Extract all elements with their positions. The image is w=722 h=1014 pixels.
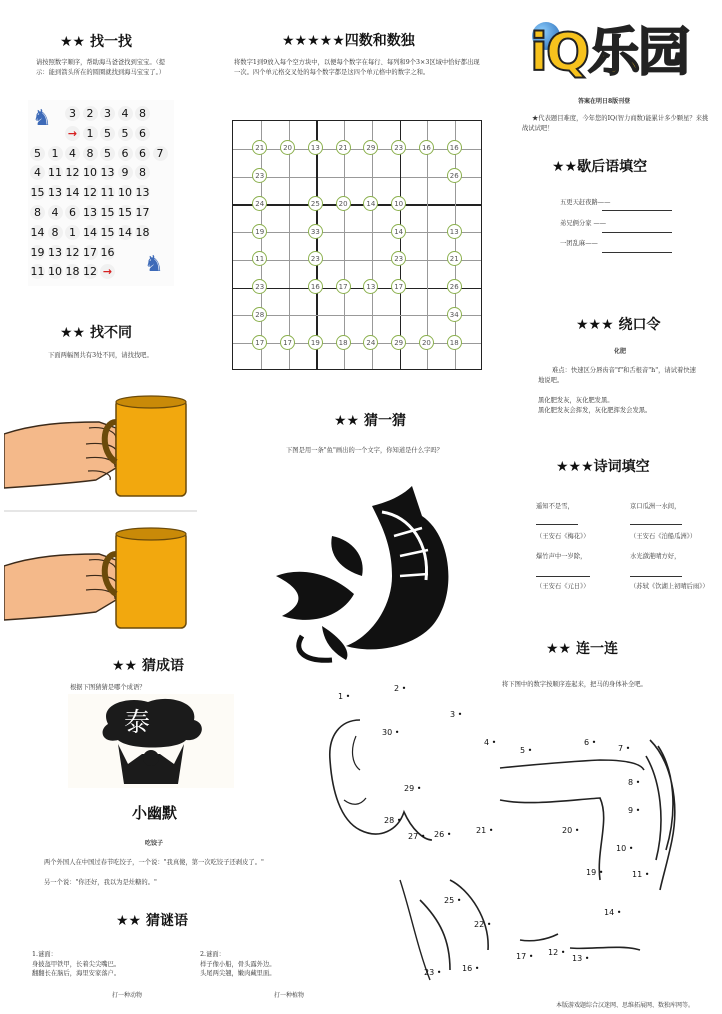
sum-clue: 26 (447, 279, 462, 294)
grid-line (372, 121, 373, 369)
sudoku-title: ★★★★★四数和数独 (282, 33, 415, 49)
poem-1-line: 遥知不是雪， (536, 503, 574, 510)
sum-clue: 17 (252, 335, 267, 350)
poem-4-line: 水光潋滟晴方好， (630, 553, 681, 560)
footer-credit: 本版游戏题综合汉迷网、思维拓展网、数独库网等。 (556, 1002, 695, 1009)
connect-dot[interactable]: 11 • (632, 870, 650, 879)
xiehouyu-1 (560, 198, 610, 208)
connect-dot[interactable]: 3 • (450, 710, 463, 719)
riddle-1 (32, 950, 120, 979)
guess-desc: 下图是用一条"鱼"画出的一个文字，你知道是什么字吗？ (286, 447, 443, 454)
sum-clue: 20 (336, 196, 351, 211)
maze-cell[interactable]: 10 (48, 265, 62, 279)
picture-bottom (4, 514, 197, 640)
sum-clue: 17 (280, 335, 295, 350)
poem-3-source: （王安石《泊船瓜洲》） (630, 533, 697, 540)
sum-clue: 16 (308, 279, 323, 294)
horse-outline[interactable] (300, 680, 710, 990)
poem-2-blank[interactable] (536, 576, 590, 577)
maze-cell[interactable]: 12 (83, 186, 97, 200)
sudoku-board[interactable] (220, 108, 494, 382)
tongue-line-2: 黑化肥发灰，灰化肥发黑。 (538, 397, 614, 404)
maze-cell[interactable]: 2 (83, 106, 98, 121)
xiehouyu-1-text: 五更天赶夜路—— (560, 199, 611, 206)
sum-clue: 10 (391, 196, 406, 211)
maze-cell[interactable]: 5 (118, 126, 133, 141)
sum-clue: 34 (447, 307, 462, 322)
sum-clue: 18 (447, 335, 462, 350)
answer-notice: 答案在明日8版刊登 (578, 98, 631, 105)
grid-line (233, 177, 481, 178)
sum-clue: 26 (447, 168, 462, 183)
riddle-2-line-2: 头尾两尖翘，嫩肉藏里面。 (200, 970, 276, 977)
xiehouyu-2 (560, 219, 606, 229)
sum-clue: 13 (308, 140, 323, 155)
sum-clue: 20 (280, 140, 295, 155)
seahorse-baby-icon: ♞ (144, 252, 164, 277)
riddle-2-line-1: 样子像小船，骨头露外边。 (200, 960, 276, 968)
connect-dot[interactable]: 26 • (434, 830, 452, 839)
riddle-2 (200, 950, 276, 979)
maze-cell[interactable]: 13 (83, 206, 97, 219)
connect-dot[interactable]: 22 • (474, 920, 492, 929)
grid-line (427, 121, 428, 369)
maze-cell[interactable]: 4 (48, 205, 63, 220)
riddle-1-line-1: 身披盔甲铁甲，长着尖尖嘴巴。 (32, 960, 121, 968)
connect-desc: 将下图中的数字按顺序连起来，把马的身体补全吧。 (502, 681, 647, 688)
sum-clue: 17 (391, 279, 406, 294)
sudoku-desc: 将数字1到9放入每个空方块中，以便每个数字在每行、每列和9个3×3区域中恰好都出现一次。四个单元格交叉处的每个数字都是这四个单元格中的数字之和。 (234, 59, 480, 76)
find-diff-desc: 下面两幅图共有3处不同，请找找吧。 (48, 352, 153, 359)
sum-clue: 23 (391, 140, 406, 155)
maze-cell[interactable]: 4 (118, 106, 133, 121)
sum-clue: 16 (419, 140, 434, 155)
xiehouyu-3-text: 一团乱麻—— (560, 240, 598, 247)
idiom-picture (68, 694, 234, 788)
maze-cell[interactable]: 10 (83, 166, 97, 180)
sum-clue: 23 (308, 251, 323, 266)
connect-dot[interactable]: 28 • (384, 816, 402, 825)
sum-clue: 19 (252, 224, 267, 239)
sum-clue: 14 (363, 196, 378, 211)
sum-clue: 29 (391, 335, 406, 350)
find-path-title: ★★ 找一找 (60, 34, 132, 50)
maze-cell[interactable]: 6 (118, 146, 133, 161)
connect-dot[interactable]: 23 • (424, 968, 442, 977)
maze-cell[interactable]: 14 (65, 186, 80, 200)
maze-cell[interactable]: 15 (118, 206, 132, 219)
maze-cell[interactable]: 1 (83, 126, 98, 141)
idiom-title: ★★ 猜成语 (112, 658, 184, 674)
grid-line (455, 121, 456, 369)
poem-4-blank[interactable] (630, 576, 682, 577)
maze-cell[interactable]: 7 (153, 146, 168, 161)
connect-dot[interactable]: 21 • (476, 826, 494, 835)
riddle-2-label: 2.谜面： (200, 951, 225, 958)
xiehouyu-2-text: 弟兄俩分家 —— (560, 220, 607, 227)
maze-cell[interactable]: 17 (83, 245, 97, 259)
maze-cell[interactable]: 17 (135, 206, 150, 219)
maze-cell[interactable]: 15 (100, 225, 115, 239)
poem-2-source: （王安石《元日》） (536, 583, 590, 590)
grid-line (289, 121, 290, 369)
tongue-line-3: 黑化肥发灰会挥发，灰化肥挥发会发黑。 (538, 407, 652, 414)
maze-cell[interactable]: 6 (65, 205, 80, 220)
xiehouyu-1-blank[interactable] (602, 210, 672, 211)
connect-dot[interactable]: 9 • (628, 806, 641, 815)
maze-cell[interactable]: 11 (48, 166, 62, 180)
connect-dot[interactable]: 20 • (562, 826, 580, 835)
sum-clue: 19 (308, 335, 323, 350)
grid-line (233, 288, 481, 290)
maze-cell[interactable]: 14 (118, 225, 132, 239)
maze-cell[interactable]: 12 (65, 245, 80, 259)
maze-cell[interactable]: 5 (100, 146, 115, 161)
grid-line (233, 149, 481, 150)
connect-dot[interactable]: 2 • (394, 684, 407, 693)
tongue-subtitle: 化肥 (614, 348, 627, 355)
maze-cell[interactable]: 6 (135, 146, 150, 161)
riddle-1-line-2: 翻翻长在脑后，海里安家落户。 (32, 970, 121, 977)
sum-clue: 25 (308, 196, 323, 211)
maze-cell[interactable]: 5 (100, 126, 115, 141)
connect-title: ★★ 连一连 (546, 641, 618, 657)
connect-dot[interactable]: 14 • (604, 908, 622, 917)
grid-line (344, 121, 345, 369)
arrow-icon[interactable]: → (65, 126, 80, 141)
sum-clue: 17 (336, 279, 351, 294)
riddle-2-answer-hint: 打一种植物 (274, 992, 305, 999)
connect-dot[interactable]: 29 • (404, 784, 422, 793)
poem-2-line: 爆竹声中一岁除， (536, 553, 587, 560)
connect-dot[interactable]: 16 • (462, 964, 480, 973)
maze-cell[interactable]: 8 (48, 225, 63, 240)
maze-cell[interactable]: 13 (48, 186, 62, 200)
xiehouyu-3 (560, 239, 598, 249)
grid-line (233, 315, 481, 316)
maze-cell[interactable]: 19 (30, 245, 45, 259)
tongue-line-1: 难点：快速区分唇齿音"f"和舌根音"h"，请试着快速地说吧。 (538, 367, 696, 384)
maze-cell[interactable]: 8 (135, 106, 150, 121)
connect-dot[interactable]: 7 • (618, 744, 631, 753)
maze-cell[interactable]: 6 (135, 126, 150, 141)
sum-clue: 28 (252, 307, 267, 322)
grid-line (261, 121, 262, 369)
connect-dot[interactable]: 13 • (572, 954, 590, 963)
connect-dot[interactable]: 10 • (616, 844, 634, 853)
idiom-desc: 根据下图猜猜是哪个成语？ (70, 684, 146, 691)
connect-dot[interactable]: 19 • (586, 868, 604, 877)
maze-cell[interactable]: 18 (65, 265, 80, 279)
maze-cell[interactable]: 13 (100, 166, 115, 180)
maze-cell[interactable]: 3 (100, 106, 115, 121)
grid-line (233, 260, 481, 261)
maze-cell[interactable]: 15 (30, 186, 45, 200)
fish-character-picture (262, 476, 468, 666)
idiom-character: 泰 (124, 708, 151, 738)
poem-title: ★★★诗词填空 (556, 459, 650, 475)
maze-cell[interactable]: 1 (65, 225, 80, 240)
xiehouyu-3-blank[interactable] (602, 252, 672, 253)
sum-clue: 11 (252, 251, 267, 266)
maze-cell[interactable]: 16 (100, 245, 115, 259)
grid-line (233, 232, 481, 233)
poem-3-line: 京口瓜洲一水间， (630, 503, 681, 510)
sum-clue: 29 (363, 140, 378, 155)
find-diff-pictures (4, 382, 197, 640)
guess-title: ★★ 猜一猜 (334, 413, 406, 429)
arrow-icon[interactable]: → (100, 264, 115, 279)
sum-clue: 21 (336, 140, 351, 155)
connect-dot[interactable]: 25 • (444, 896, 462, 905)
maze-cell[interactable]: 12 (65, 166, 80, 180)
tongue-title: ★★★ 绕口令 (576, 317, 661, 333)
sum-clue: 20 (419, 335, 434, 350)
maze-cell[interactable]: 10 (118, 186, 132, 200)
maze-cell[interactable]: 8 (83, 146, 98, 161)
maze-cell[interactable]: 15 (100, 206, 115, 219)
grid-line (400, 121, 402, 369)
maze-cell[interactable]: 4 (30, 165, 45, 180)
maze-cell[interactable]: 9 (118, 165, 133, 180)
maze-cell[interactable]: 4 (65, 146, 80, 161)
connect-dot[interactable]: 5 • (520, 746, 533, 755)
maze-cell[interactable]: 14 (83, 225, 97, 239)
maze-cell[interactable]: 11 (30, 265, 45, 279)
sum-clue: 23 (391, 251, 406, 266)
xiehouyu-2-blank[interactable] (602, 232, 672, 233)
humor-line-1: 两个外国人在中国过春节吃饺子，一个说："我真傻，第一次吃饺子还剥皮了。" (44, 859, 264, 866)
sum-clue: 21 (447, 251, 462, 266)
sum-clue: 21 (252, 140, 267, 155)
sum-clue: 23 (252, 168, 267, 183)
poem-4-source: （苏轼《饮湖上初晴后雨》） (630, 583, 709, 590)
connect-dot[interactable]: 30 • (382, 728, 400, 737)
riddle-1-answer-hint: 打一种动物 (112, 992, 143, 999)
sum-clue: 24 (252, 196, 267, 211)
xiehouyu-title: ★★歇后语填空 (552, 159, 648, 175)
connect-dot[interactable]: 12 • (548, 948, 566, 957)
connect-dot[interactable]: 8 • (628, 778, 641, 787)
riddle-title: ★★ 猜谜语 (116, 913, 188, 929)
connect-dot[interactable]: 27 • (408, 832, 426, 841)
poem-1-source: （王安石《梅花》） (536, 533, 590, 540)
sum-clue: 24 (363, 335, 378, 350)
maze-cell[interactable]: 11 (100, 186, 115, 200)
poem-3-blank[interactable] (630, 524, 682, 525)
connect-dot[interactable]: 4 • (484, 738, 497, 747)
maze-cell[interactable]: 18 (135, 225, 150, 239)
sum-clue: 33 (308, 224, 323, 239)
poem-1-blank[interactable] (536, 524, 578, 525)
picture-top (4, 382, 197, 508)
seahorse-father-icon: ♞ (32, 106, 52, 131)
connect-dot[interactable]: 17 • (516, 952, 534, 961)
grid-line (233, 343, 481, 344)
iq-logo-text: iQ乐园 (530, 23, 689, 83)
connect-dot[interactable]: 1 • (338, 692, 351, 701)
maze-cell[interactable]: 13 (135, 186, 150, 200)
maze-cell[interactable]: 14 (30, 225, 45, 239)
sum-clue: 13 (447, 224, 462, 239)
find-diff-title: ★★ 找不同 (60, 325, 132, 341)
riddle-1-label: 1.谜面： (32, 951, 57, 958)
maze-cell[interactable]: 8 (135, 165, 150, 180)
maze-cell[interactable]: 13 (48, 245, 62, 259)
star-note: ★代表题目难度，今年您的IQ(智力商数)能累计多少颗星？来挑战试试吧！ (522, 115, 709, 132)
maze-cell[interactable]: 5 (30, 146, 45, 161)
iq-logo (528, 18, 698, 88)
humor-title: 小幽默 (132, 804, 178, 822)
maze-cell[interactable]: 3 (65, 106, 80, 121)
sum-clue: 14 (391, 224, 406, 239)
grid-line (316, 121, 318, 369)
maze-cell[interactable]: 1 (48, 146, 63, 161)
maze-cell[interactable]: 12 (83, 265, 97, 279)
sum-clue: 18 (336, 335, 351, 350)
grid-line (233, 204, 481, 206)
humor-line-2: 另一个说："你还好，我以为是灶糖的。" (44, 879, 157, 886)
humor-subtitle: 吃饺子 (145, 840, 164, 847)
sum-clue: 16 (447, 140, 462, 155)
connect-dot[interactable]: 6 • (584, 738, 597, 747)
sum-clue: 13 (363, 279, 378, 294)
maze-cell[interactable]: 8 (30, 205, 45, 220)
seahorse-maze (28, 100, 174, 286)
find-path-desc: 请按照数字顺序，帮助海马爸爸找到宝宝。（提示：能到箭头所在的圆圈就找到海马宝宝了。） (36, 59, 166, 76)
sum-clue: 23 (252, 279, 267, 294)
